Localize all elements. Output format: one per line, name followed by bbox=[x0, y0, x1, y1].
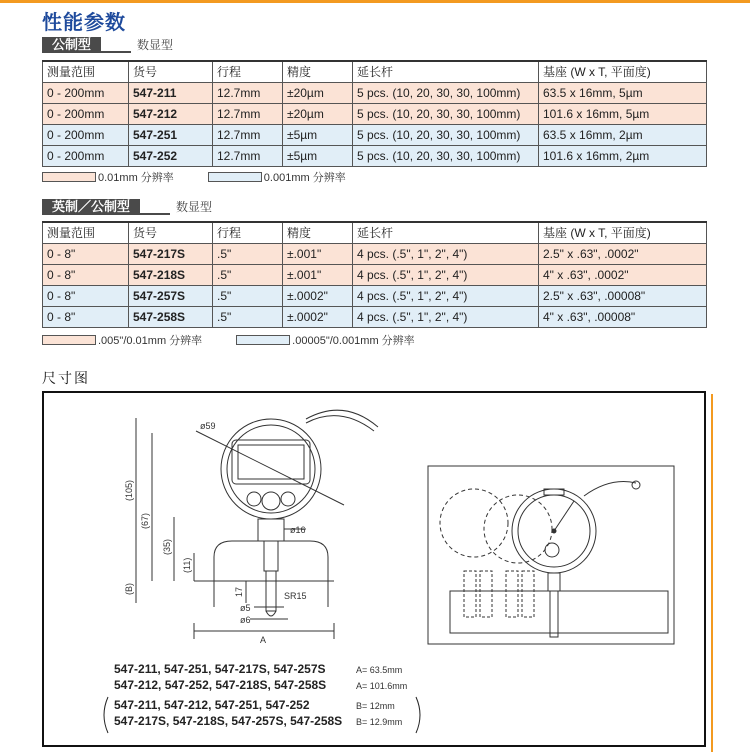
table-cell: 12.7mm bbox=[213, 125, 283, 146]
dial-base bbox=[450, 591, 668, 633]
table-cell: ±.001" bbox=[283, 265, 353, 286]
probe-tip bbox=[266, 611, 276, 616]
table-cell: 547-252 bbox=[129, 146, 213, 167]
section-divider bbox=[101, 51, 131, 53]
dial-subdial bbox=[545, 543, 559, 557]
table-cell: 12.7mm bbox=[213, 146, 283, 167]
legend-swatch-blue bbox=[208, 172, 262, 182]
metric-section-header bbox=[42, 37, 173, 53]
table-cell: 547-217S bbox=[129, 244, 213, 265]
table-cell: 0 - 8" bbox=[43, 244, 129, 265]
dial-rod-1 bbox=[464, 571, 476, 617]
note-bracket-left bbox=[104, 697, 108, 733]
diameter-leader-line bbox=[196, 431, 344, 505]
table-cell: 5 pcs. (10, 20, 30, 30, 100mm) bbox=[353, 104, 539, 125]
inch-legend bbox=[42, 332, 449, 348]
column-header: 货号 bbox=[129, 61, 213, 83]
label-d67: (67) bbox=[140, 512, 150, 529]
legend-swatch-blue bbox=[236, 335, 290, 345]
gauge-button-center bbox=[262, 492, 280, 510]
table-cell: 0 - 8" bbox=[43, 307, 129, 328]
legend-label: .005"/0.01mm 分辨率 bbox=[98, 335, 203, 347]
table-cell: 547-251 bbox=[129, 125, 213, 146]
column-header: 延长杆 bbox=[353, 222, 539, 244]
note-value-a2: A= 101.6mm bbox=[356, 681, 408, 691]
dimensions-title: 尺寸图 bbox=[42, 371, 90, 387]
label-d6: ø6 bbox=[240, 615, 251, 625]
table-cell: 0 - 200mm bbox=[43, 146, 129, 167]
inch-section-tag: 英制／公制型 bbox=[42, 199, 140, 215]
table-cell: 0 - 200mm bbox=[43, 83, 129, 104]
gauge-button-right bbox=[281, 492, 295, 506]
dial-probe bbox=[550, 591, 558, 637]
dial-needle bbox=[554, 501, 574, 531]
gauge-button-left bbox=[247, 492, 261, 506]
note-models-a2: 547-212, 547-252, 547-218S, 547-258S bbox=[114, 678, 327, 692]
column-header: 测量范围 bbox=[43, 222, 129, 244]
table-cell: ±20µm bbox=[283, 104, 353, 125]
inch-section-subtitle: 数显型 bbox=[176, 200, 213, 214]
legend-item bbox=[42, 332, 202, 348]
legend-swatch-pink bbox=[42, 172, 96, 182]
table-cell: .5" bbox=[213, 286, 283, 307]
table-cell: .5" bbox=[213, 265, 283, 286]
table-cell: 0 - 8" bbox=[43, 286, 129, 307]
note-models-a1: 547-211, 547-251, 547-217S, 547-257S bbox=[114, 662, 326, 676]
table-cell: .5" bbox=[213, 244, 283, 265]
table-cell: 63.5 x 16mm, 5µm bbox=[539, 83, 707, 104]
gauge-spindle bbox=[264, 541, 278, 571]
gauge-display bbox=[232, 440, 310, 484]
dial-rod-2 bbox=[480, 571, 492, 617]
table-cell: 4 pcs. (.5", 1", 2", 4") bbox=[353, 244, 539, 265]
label-d5: ø5 bbox=[240, 603, 251, 613]
dial-drawing-frame bbox=[428, 466, 674, 644]
note-models-b2: 547-217S, 547-218S, 547-257S, 547-258S bbox=[114, 714, 343, 728]
table-cell: 547-211 bbox=[129, 83, 213, 104]
column-header: 延长杆 bbox=[353, 61, 539, 83]
table-cell: 547-212 bbox=[129, 104, 213, 125]
table-cell: 4" x .63", .00008" bbox=[539, 307, 707, 328]
table-cell: 0 - 200mm bbox=[43, 104, 129, 125]
column-header: 精度 bbox=[283, 222, 353, 244]
label-17: 17 bbox=[234, 586, 244, 597]
label-d16: ø16 bbox=[290, 525, 306, 535]
inch-spec-table bbox=[42, 221, 707, 328]
section-divider bbox=[140, 213, 170, 215]
table-cell: 12.7mm bbox=[213, 104, 283, 125]
dial-lever bbox=[584, 482, 636, 496]
table-cell: 12.7mm bbox=[213, 83, 283, 104]
note-value-a1: A= 63.5mm bbox=[356, 665, 403, 675]
dial-phantom-left bbox=[440, 489, 508, 557]
column-header: 行程 bbox=[213, 61, 283, 83]
label-a: A bbox=[260, 635, 267, 645]
table-cell: 0 - 200mm bbox=[43, 125, 129, 146]
metric-legend bbox=[42, 169, 380, 185]
table-row bbox=[43, 146, 707, 167]
table-cell: ±5µm bbox=[283, 146, 353, 167]
dial-rod-4 bbox=[522, 571, 534, 617]
column-header: 行程 bbox=[213, 222, 283, 244]
inch-section-header bbox=[42, 199, 212, 215]
table-cell: 5 pcs. (10, 20, 30, 30, 100mm) bbox=[353, 146, 539, 167]
label-d105: (105) bbox=[124, 479, 134, 501]
dial-lever-knob bbox=[632, 481, 640, 489]
table-row bbox=[43, 265, 707, 286]
dial-stem bbox=[548, 573, 560, 591]
gauge-base bbox=[214, 541, 328, 607]
table-cell: ±.0002" bbox=[283, 286, 353, 307]
legend-swatch-pink bbox=[42, 335, 96, 345]
legend-item bbox=[208, 169, 346, 185]
metric-spec-table bbox=[42, 60, 707, 167]
table-row bbox=[43, 307, 707, 328]
table-cell: 547-218S bbox=[129, 265, 213, 286]
metric-section-subtitle: 数显型 bbox=[137, 38, 174, 52]
label-sr15: SR15 bbox=[284, 591, 307, 601]
label-d35: (35) bbox=[162, 538, 172, 555]
legend-label: .00005"/0.001mm 分辨率 bbox=[292, 335, 415, 347]
column-header: 测量范围 bbox=[43, 61, 129, 83]
label-d11: (11) bbox=[182, 557, 192, 573]
table-cell: 4" x .63", .0002" bbox=[539, 265, 707, 286]
page-title: 性能参数 bbox=[42, 12, 126, 34]
column-header: 基座 (W x T, 平面度) bbox=[539, 61, 707, 83]
legend-label: 0.001mm 分辨率 bbox=[263, 172, 346, 184]
gauge-screen bbox=[238, 445, 304, 479]
table-cell: 4 pcs. (.5", 1", 2", 4") bbox=[353, 286, 539, 307]
table-cell: ±5µm bbox=[283, 125, 353, 146]
table-cell: 547-258S bbox=[129, 307, 213, 328]
table-row bbox=[43, 125, 707, 146]
column-header: 货号 bbox=[129, 222, 213, 244]
note-models-b1: 547-211, 547-212, 547-251, 547-252 bbox=[114, 698, 310, 712]
dial-rod-3 bbox=[506, 571, 518, 617]
table-header-row bbox=[43, 222, 707, 244]
table-cell: 5 pcs. (10, 20, 30, 30, 100mm) bbox=[353, 125, 539, 146]
table-cell: .5" bbox=[213, 307, 283, 328]
label-d59: ø59 bbox=[200, 421, 216, 431]
metric-section-tag: 公制型 bbox=[42, 37, 101, 53]
table-row bbox=[43, 244, 707, 265]
legend-item bbox=[42, 169, 174, 185]
column-header: 精度 bbox=[283, 61, 353, 83]
table-cell: 2.5" x .63", .00008" bbox=[539, 286, 707, 307]
gauge-cable-arc-inner bbox=[306, 416, 374, 431]
column-header: 基座 (W x T, 平面度) bbox=[539, 222, 707, 244]
table-cell: ±.001" bbox=[283, 244, 353, 265]
table-row bbox=[43, 104, 707, 125]
table-cell: 4 pcs. (.5", 1", 2", 4") bbox=[353, 307, 539, 328]
note-bracket-right bbox=[416, 697, 420, 733]
table-cell: 547-257S bbox=[129, 286, 213, 307]
table-cell: 4 pcs. (.5", 1", 2", 4") bbox=[353, 265, 539, 286]
gauge-stem bbox=[258, 519, 284, 541]
right-accent-line bbox=[711, 394, 713, 752]
table-cell: ±20µm bbox=[283, 83, 353, 104]
table-cell: 0 - 8" bbox=[43, 265, 129, 286]
table-row bbox=[43, 83, 707, 104]
dimension-drawing-frame bbox=[42, 391, 706, 747]
table-cell: ±.0002" bbox=[283, 307, 353, 328]
table-cell: 63.5 x 16mm, 2µm bbox=[539, 125, 707, 146]
label-b: (B) bbox=[124, 583, 134, 595]
top-accent-line bbox=[0, 0, 750, 3]
table-cell: 101.6 x 16mm, 5µm bbox=[539, 104, 707, 125]
note-value-b2: B= 12.9mm bbox=[356, 717, 403, 727]
table-cell: 5 pcs. (10, 20, 30, 30, 100mm) bbox=[353, 83, 539, 104]
table-cell: 2.5" x .63", .0002" bbox=[539, 244, 707, 265]
legend-item bbox=[236, 332, 415, 348]
legend-label: 0.01mm 分辨率 bbox=[98, 172, 174, 184]
table-header-row bbox=[43, 61, 707, 83]
note-value-b1: B= 12mm bbox=[356, 701, 395, 711]
gauge-probe bbox=[266, 571, 276, 611]
table-cell: 101.6 x 16mm, 2µm bbox=[539, 146, 707, 167]
table-row bbox=[43, 286, 707, 307]
dimension-drawing bbox=[44, 393, 704, 745]
